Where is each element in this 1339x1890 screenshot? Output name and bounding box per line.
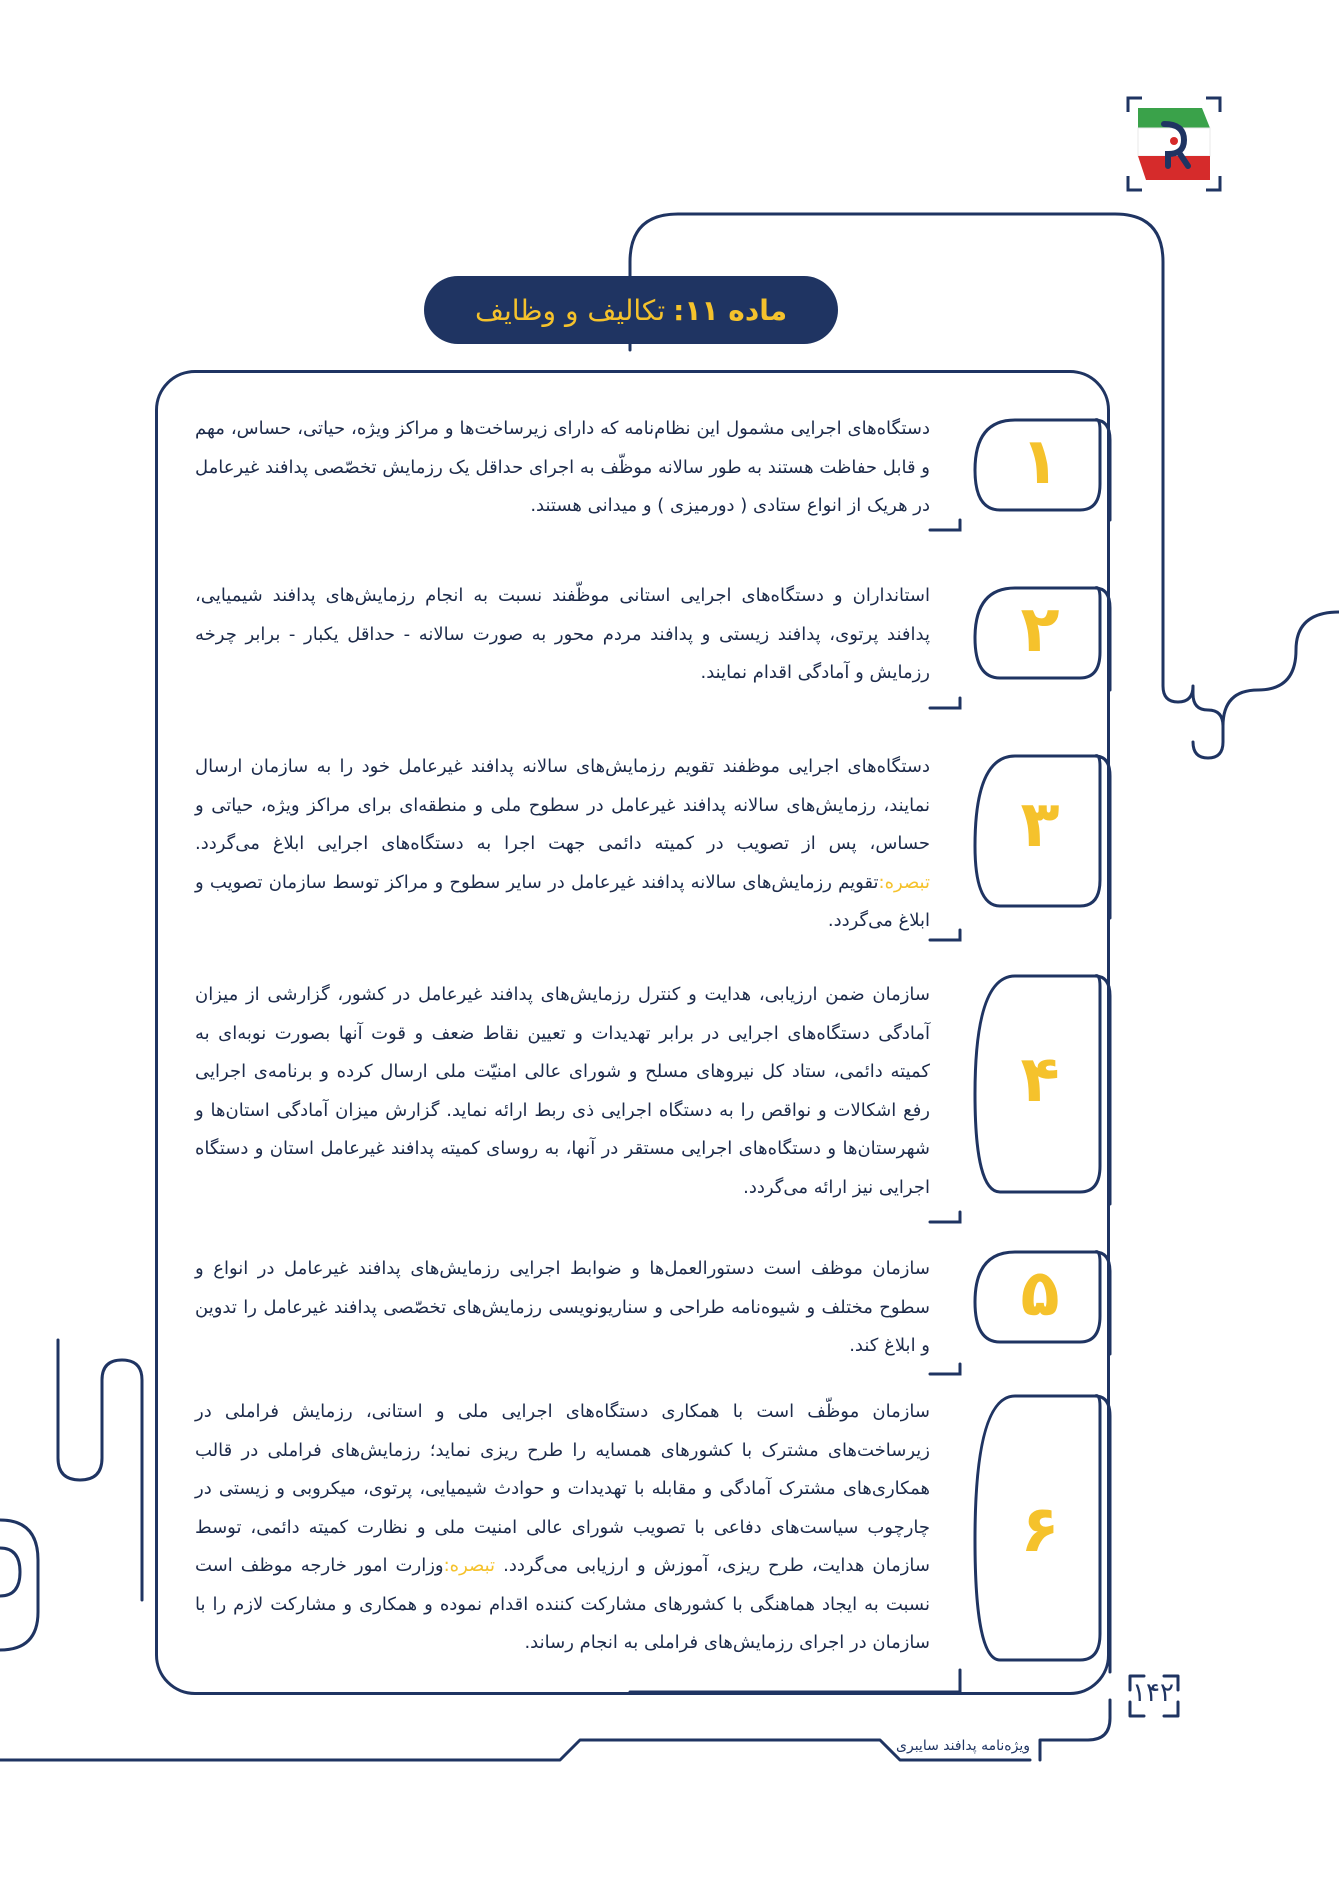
- item-text: [195, 1393, 930, 1663]
- item-number: ۶: [1020, 1493, 1060, 1567]
- item-number: ۳: [1020, 788, 1060, 862]
- item-text: سازمان ضمن ارزیابی، هدایت و کنترل رزمایش‌های پدافند غیرعامل در کشور، گزارشی از میزان آمادگی دستگاه‌های اجرایی در برابر تهدیدات و تعیین نقاط ضعف و قوت آنها بصورت نوبه‌ای به کمیته دائمی، ستاد کل نیروهای مسلح و شورای عالی امنیّت ملی ارسال کرده و برنامه‌ی اجرایی رفع اشکالات و نواقص را به دستگاه اجرایی ذی ربط ارائه نماید. گزارش میزان آمادگی استان‌ها و شهرستان‌ها و دستگاه‌های اجرایی مستقر در آنها، به روسای کمیته پدافند غیرعامل استان و دستگاه اجرایی نیز ارائه می‌گردد.: [195, 984, 930, 1198]
- note-text: تقویم رزمایش‌های سالانه پدافند غیرعامل در سایر سطوح و مراکز توسط سازمان تصویب و ابلاغ می‌گردد.: [195, 871, 930, 931]
- item-number: ۵: [1020, 1257, 1060, 1331]
- page-number: ۱۴۲: [1132, 1678, 1174, 1708]
- item-number: ۲: [1020, 593, 1060, 667]
- note-label: تبصره:: [443, 1555, 496, 1576]
- publication-name: ویژه‌نامه پدافند سایبری: [896, 1738, 1030, 1754]
- article-number: ماده ۱۱:: [673, 293, 788, 327]
- item-text: سازمان موظف است دستورالعمل‌ها و ضوابط اجرایی رزمایش‌های پدافند غیرعامل در انواع و سطوح مختلف و شیوه‌نامه طراحی و سناریونویسی رزمایش‌های تخصّصی پدافند غیرعامل را تدوین و ابلاغ کند.: [195, 1258, 930, 1356]
- note-label: تبصره:: [878, 871, 930, 893]
- item-text: استانداران و دستگاه‌های اجرایی استانی موظّفند نسبت به انجام رزمایش‌های پدافند شیمیایی، پدافند پرتوی، پدافند زیستی و پدافند مردم محور به صورت سالانه - حداقل یکبار - برابر چرخه رزمایش و آمادگی اقدام نمایند.: [195, 585, 930, 683]
- article-title: تکالیف و وظایف: [474, 293, 666, 327]
- item-text: دستگاه‌های اجرایی مشمول این نظام‌نامه که دارای زیرساخت‌ها و مراکز ویژه، حیاتی، حساس، مهم و قابل حفاظت هستند به طور سالانه موظّف به اجرای حداقل یک رزمایش تخصّصی پدافند غیرعامل در هریک از انواع ستادی ( دورمیزی ) و میدانی هستند.: [195, 418, 930, 516]
- flag-logo-icon: [1124, 94, 1224, 194]
- item-body: سازمان موظّف است با همکاری دستگاه‌های اجرایی ملی و استانی، رزمایش فراملی در زیرساخت‌های مشترک با کشورهای همسایه را طرح ریزی نماید؛ رزمایش‌های فراملی در قالب همکاری‌های مشترک آمادگی و مقابله با تهدیدات و حوادث شیمیایی، پرتوی، میکروبی و زیستی در چارچوب سیاست‌های دفاعی با تصویب شورای عالی امنیت ملی و نظارت کمیته دائمی، توسط سازمان هدایت، طرح ریزی، آموزش و ارزیابی می‌گردد.: [195, 1401, 930, 1576]
- note-text: وزارت امور خارجه موظف است نسبت به ایجاد هماهنگی با کشورهای مشارکت کننده اقدام نموده و همکاری و مشارکت لازم را با سازمان در اجرای رزمایش‌های فراملی به انجام رساند.: [195, 1555, 930, 1653]
- item-number: ۱: [1020, 425, 1060, 499]
- item-text: [195, 748, 930, 941]
- article-title-pill: [424, 276, 838, 344]
- item-body: دستگاه‌های اجرایی موظفند تقویم رزمایش‌های سالانه پدافند غیرعامل خود را به سازمان ارسال نمایند، رزمایش‌های سالانه پدافند غیرعامل در سطوح ملی و منطقه‌ای برای مراکز ویژه، حیاتی و حساس، پس از تصویب در کمیته دائمی جهت اجرا به دستگاه‌های اجرایی ابلاغ می‌گردد.: [195, 756, 930, 854]
- item-number: ۴: [1020, 1043, 1060, 1117]
